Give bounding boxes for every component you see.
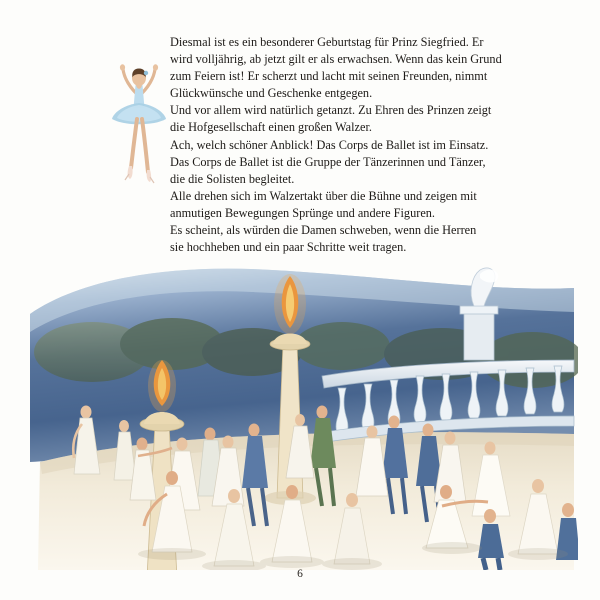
- text-line: Diesmal ist es ein besonderer Geburtstag für Prinz Siegfried. Er: [170, 35, 484, 49]
- page-number: 6: [297, 568, 303, 580]
- text-line: Es scheint, als würden die Damen schweben, wenn die Herren: [170, 223, 477, 238]
- text-line: anmutigen Bewegungen Sprünge und andere Figuren.: [170, 205, 436, 220]
- text-line: Das Corps de Ballet ist die Gruppe der Tänzerinnen und Tänzer,: [170, 154, 486, 169]
- text-line: zum Feiern ist! Er scherzt und lacht mit seinen Freunden, nimmt: [170, 69, 488, 84]
- text-line: Und vor allem wird natürlich getanzt. Zu Ehren des Prinzen zeigt: [170, 103, 492, 118]
- text-line: sie hochheben und ein paar Schritte weit tragen.: [170, 240, 407, 255]
- text-line: die die Solisten begleitet.: [170, 171, 295, 186]
- page-text: [170, 34, 578, 256]
- text-line: die Hofgesellschaft einen großen Walzer.: [170, 120, 372, 135]
- statue: [460, 268, 498, 360]
- text-line: Alle drehen sich im Walzertakt über die Bühne und zeigen mit: [170, 188, 477, 203]
- text-line: wird volljährig, ab jetzt gilt er als erwachsen. Wenn das kein Grund: [170, 52, 502, 67]
- text-line: Glückwünsche und Geschenke entgegen.: [170, 86, 373, 101]
- ballerina-illustration: [108, 56, 170, 186]
- ballroom-illustration: [22, 248, 578, 570]
- text-line: Ach, welch schöner Anblick! Das Corps de Ballet ist im Einsatz.: [170, 137, 489, 152]
